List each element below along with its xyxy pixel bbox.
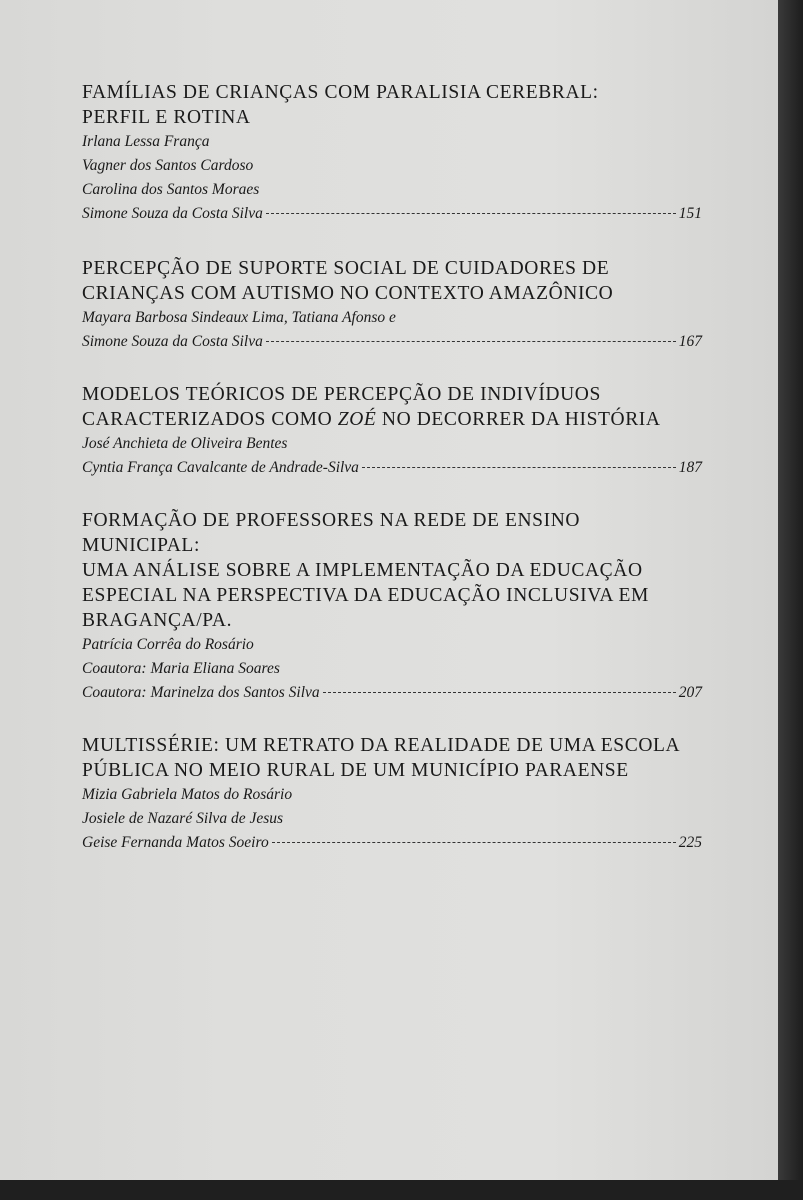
entry-title: FAMÍLIAS DE CRIANÇAS COM PARALISIA CEREBRAL: PERFIL E ROTINA — [82, 82, 599, 128]
entry-title: MODELOS TEÓRICOS DE PERCEPÇÃO DE INDIVÍDUOS CARACTERIZADOS COMO ZOÉ NO DECORRER DA HISTÓRIA — [82, 384, 661, 430]
background-strip — [0, 1180, 803, 1200]
page-number: 225 — [678, 834, 702, 851]
entry-title: PERCEPÇÃO DE SUPORTE SOCIAL DE CUIDADORES DE CRIANÇAS COM AUTISMO NO CONTEXTO AMAZÔNICO — [82, 258, 614, 304]
dot-leader — [362, 466, 676, 468]
toc-entry[interactable] — [82, 256, 702, 354]
title-emphasis: ZOÉ — [337, 409, 377, 430]
entry-last-author-line — [82, 831, 702, 855]
toc-entry[interactable] — [82, 733, 702, 855]
entry-last-author-line — [82, 202, 702, 226]
toc-entry[interactable] — [82, 80, 702, 226]
entry-author: Josiele de Nazaré Silva de Jesus — [82, 810, 284, 827]
entry-author: Cyntia França Cavalcante de Andrade-Silva — [82, 459, 359, 476]
page-number: 151 — [678, 205, 702, 222]
entry-author: Irlana Lessa França — [82, 133, 210, 150]
entry-author: Mizia Gabriela Matos do Rosário — [82, 786, 293, 803]
dot-leader — [266, 212, 676, 214]
entry-title: MULTISSÉRIE: UM RETRATO DA REALIDADE DE UMA ESCOLA PÚBLICA NO MEIO RURAL DE UM MUNICÍPIO PARAENSE — [82, 735, 681, 781]
table-of-contents — [82, 80, 702, 883]
entry-last-author-line — [82, 681, 702, 705]
page-number: 167 — [678, 333, 702, 350]
entry-author: Vagner dos Santos Cardoso — [82, 157, 254, 174]
entry-last-author-line — [82, 330, 702, 354]
entry-author: Carolina dos Santos Moraes — [82, 181, 260, 198]
entry-author: Patrícia Corrêa do Rosário — [82, 636, 254, 653]
dot-leader — [266, 340, 676, 342]
book-spine — [778, 0, 803, 1200]
dot-leader — [272, 841, 676, 843]
page-number: 187 — [678, 459, 702, 476]
entry-author: Simone Souza da Costa Silva — [82, 205, 263, 222]
entry-author: Simone Souza da Costa Silva — [82, 333, 263, 350]
entry-author: Geise Fernanda Matos Soeiro — [82, 834, 269, 851]
entry-last-author-line — [82, 456, 702, 480]
toc-entry[interactable] — [82, 382, 702, 480]
toc-entry[interactable] — [82, 508, 702, 705]
entry-author: Coautora: Marinelza dos Santos Silva — [82, 684, 320, 701]
entry-author: José Anchieta de Oliveira Bentes — [82, 435, 288, 452]
entry-author: Coautora: Maria Eliana Soares — [82, 660, 280, 677]
entry-author: Mayara Barbosa Sindeaux Lima, Tatiana Afonso e — [82, 309, 396, 326]
entry-title: FORMAÇÃO DE PROFESSORES NA REDE DE ENSINO MUNICIPAL: UMA ANÁLISE SOBRE A IMPLEMENTAÇÃO DA EDUCAÇÃO ESPECIAL NA PERSPECTIVA DA EDUCAÇÃO INCLUSIVA EM BRAGANÇA/PA. — [82, 510, 649, 631]
dot-leader — [323, 691, 676, 693]
page-number: 207 — [678, 684, 702, 701]
